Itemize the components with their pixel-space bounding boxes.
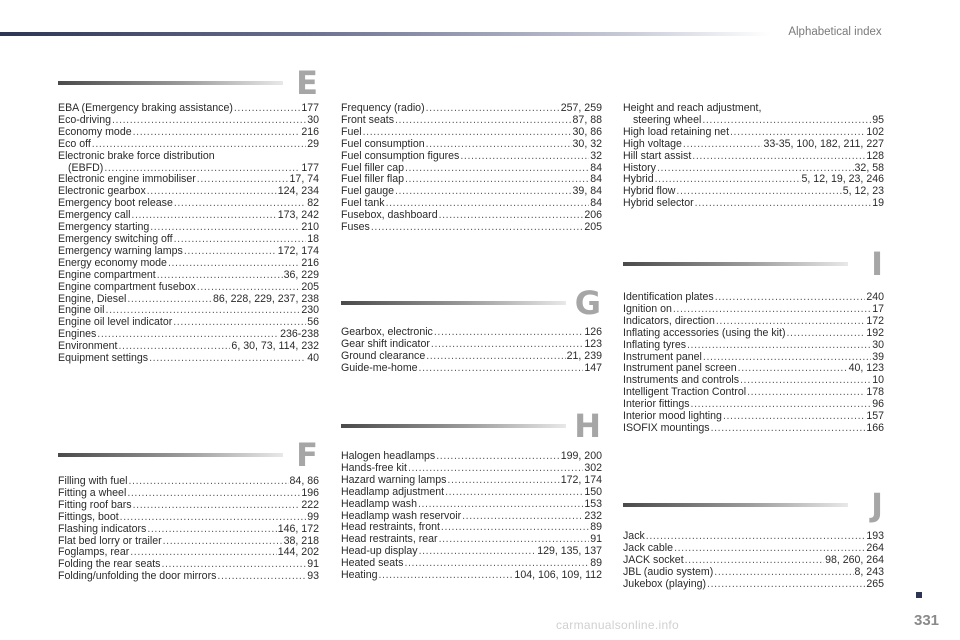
index-page-refs: 91	[307, 558, 319, 571]
dot-leader	[395, 115, 572, 127]
index-page-refs: 84	[590, 173, 602, 186]
index-page-refs: 104, 106, 109, 112	[514, 569, 602, 582]
dot-leader	[112, 115, 306, 127]
index-term: Ignition on	[623, 302, 672, 315]
section-header-g	[341, 284, 601, 320]
page-number: 331	[914, 612, 940, 629]
dot-leader	[127, 294, 212, 306]
section-letter-g: G	[574, 284, 601, 322]
index-page-refs: 210	[301, 221, 319, 234]
index-page-refs: 199, 200	[560, 450, 602, 462]
index-page-refs: 87, 88	[572, 113, 602, 126]
section-divider	[341, 301, 566, 305]
section-divider	[58, 453, 283, 457]
dot-leader	[197, 174, 289, 186]
index-term: Halogen headlamps	[341, 450, 436, 462]
index-entry	[58, 151, 319, 163]
dot-leader	[723, 411, 865, 423]
index-entry	[58, 246, 319, 258]
index-term: Electronic brake force distribution	[58, 149, 215, 162]
index-page-refs: 216	[301, 256, 319, 269]
dot-leader	[92, 139, 306, 151]
index-term: Emergency call	[58, 209, 131, 222]
index-page-refs: 205	[301, 280, 319, 293]
index-term: Fuel gauge	[341, 185, 395, 198]
dot-leader	[120, 512, 307, 524]
section-header-j	[623, 486, 883, 522]
index-term: Hazard warning lamps	[341, 473, 447, 486]
index-term: Engine oil	[58, 304, 105, 317]
dot-leader	[405, 163, 589, 175]
index-page-refs: 8, 243	[854, 565, 884, 578]
index-list-h	[341, 451, 602, 582]
index-page-refs: 193	[866, 530, 884, 542]
section-divider	[623, 503, 848, 507]
dot-leader	[787, 328, 866, 340]
index-page-refs: 157	[866, 410, 884, 423]
index-page-refs: 178	[866, 386, 884, 399]
dot-leader	[692, 151, 865, 163]
index-entry	[58, 353, 319, 365]
index-page-refs: 21, 239	[566, 349, 602, 362]
index-term: Frequency (radio)	[341, 102, 425, 114]
index-entry	[58, 524, 319, 536]
index-term: Ground clearance	[341, 349, 426, 362]
index-page-refs: 30	[307, 113, 319, 126]
index-term: Hill start assist	[623, 149, 692, 162]
index-page-refs: 196	[301, 486, 319, 499]
index-entry	[341, 570, 602, 582]
index-term: Fuel tank	[341, 197, 385, 210]
index-page-refs: 146, 172	[277, 522, 319, 535]
index-page-refs: 89	[590, 521, 602, 534]
dot-leader	[715, 292, 866, 304]
dot-leader	[431, 339, 583, 351]
index-page-refs: 128	[866, 149, 884, 162]
index-entry	[58, 139, 319, 151]
dot-leader	[127, 488, 300, 500]
index-page-refs: 240	[866, 291, 884, 303]
index-entry	[623, 340, 884, 352]
index-term: (EBFD)	[68, 161, 104, 174]
index-term: Jukebox (playing)	[623, 577, 707, 590]
index-page-refs: 265	[866, 577, 884, 590]
index-list-f	[58, 476, 319, 583]
dot-leader	[168, 258, 300, 270]
index-term: Engine compartment fusebox	[58, 280, 196, 293]
dot-leader	[730, 127, 865, 139]
index-page-refs: 86, 228, 229, 237, 238	[212, 292, 319, 305]
index-page-refs: 302	[584, 461, 602, 474]
index-term: ISOFIX mountings	[623, 421, 710, 434]
index-term: Heated seats	[341, 557, 404, 570]
index-page-refs: 30, 86	[572, 125, 602, 138]
index-page-refs: 172	[866, 314, 884, 327]
index-term: Fuses	[341, 221, 370, 234]
index-page-refs: 230	[301, 304, 319, 317]
index-term: JBL (audio system)	[623, 565, 714, 578]
index-page-refs: 216	[301, 125, 319, 138]
dot-leader	[157, 270, 283, 282]
dot-leader	[447, 475, 559, 487]
index-entry	[58, 127, 319, 139]
index-term: Instrument panel	[623, 350, 702, 363]
index-entry	[341, 475, 602, 487]
dot-leader	[197, 282, 301, 294]
dot-leader	[133, 127, 301, 139]
dot-leader	[441, 522, 589, 534]
index-term: Inflating tyres	[623, 338, 687, 351]
index-page-refs: 30, 32	[572, 137, 602, 150]
index-term: Headlamp adjustment	[341, 485, 445, 498]
index-term: Fusebox, dashboard	[341, 209, 438, 222]
index-page-refs: 6, 30, 73, 114, 232	[231, 340, 319, 353]
index-list-g	[341, 327, 602, 375]
index-term: Guide-me-home	[341, 361, 418, 374]
dot-leader	[419, 546, 537, 558]
dot-leader	[714, 567, 853, 579]
index-page-refs: 173, 242	[277, 209, 319, 222]
index-page-refs: 19	[872, 197, 884, 210]
index-page-refs: 102	[866, 125, 884, 138]
index-page-refs: 123	[584, 337, 602, 350]
dot-leader	[131, 210, 276, 222]
index-entry	[341, 351, 602, 363]
section-divider	[58, 81, 283, 85]
index-term: Gearbox, electronic	[341, 326, 433, 338]
dot-leader	[147, 524, 276, 536]
index-page-refs: 40, 123	[848, 362, 884, 375]
index-term: Emergency starting	[58, 221, 150, 234]
index-term: History	[623, 161, 656, 174]
index-term: Hybrid	[623, 173, 654, 186]
index-page-refs: 10	[872, 374, 884, 387]
index-term: Identification plates	[623, 291, 714, 303]
section-divider	[341, 424, 566, 428]
dot-leader	[163, 536, 283, 548]
dot-leader	[646, 531, 866, 543]
index-entry	[623, 139, 884, 151]
index-page-refs: 33-35, 100, 182, 211, 227	[763, 137, 884, 150]
index-term: Interior mood lighting	[623, 410, 722, 423]
index-entry	[341, 115, 602, 127]
index-page-refs: 91	[590, 533, 602, 546]
index-list-h-continued	[623, 103, 884, 210]
index-term: Eco off	[58, 137, 91, 150]
index-page-refs: 17, 74	[289, 173, 319, 186]
index-entry	[341, 127, 602, 139]
dot-leader	[740, 375, 871, 387]
dot-leader	[676, 186, 841, 198]
section-letter-f: F	[296, 436, 318, 474]
index-page-refs: 150	[584, 485, 602, 498]
dot-leader	[418, 499, 583, 511]
index-term: Folding the rear seats	[58, 558, 161, 571]
section-letter-j: J	[871, 486, 883, 524]
index-page-refs: 32, 58	[854, 161, 884, 174]
index-term: Engine compartment	[58, 268, 156, 281]
index-entry	[623, 579, 884, 591]
dot-leader	[439, 210, 584, 222]
index-term: Instruments and controls	[623, 374, 739, 387]
dot-leader	[184, 246, 277, 258]
index-page-refs: 5, 12, 23	[842, 185, 884, 198]
index-term: Jack cable	[623, 541, 674, 554]
section-letter-i: I	[871, 245, 883, 283]
index-term: Hybrid flow	[623, 185, 676, 198]
index-page-refs: 172, 174	[277, 244, 319, 257]
index-entry	[58, 571, 319, 583]
index-page-refs: 147	[584, 361, 602, 374]
index-page-refs: 18	[307, 232, 319, 245]
index-term: Filling with fuel	[58, 475, 128, 487]
index-term: Gear shift indicator	[341, 337, 430, 350]
index-entry	[341, 499, 602, 511]
index-page-refs: 99	[307, 510, 319, 523]
index-page-refs: 89	[590, 557, 602, 570]
index-page-refs: 153	[584, 497, 602, 510]
section-header-e	[58, 64, 318, 100]
index-entry	[341, 222, 602, 234]
index-page-refs: 17	[872, 302, 884, 315]
dot-leader	[685, 555, 824, 567]
index-page-refs: 82	[307, 197, 319, 210]
section-letter-h: H	[574, 407, 601, 445]
index-page-refs: 232	[584, 509, 602, 522]
index-entry	[58, 282, 319, 294]
section-header-i	[623, 245, 883, 281]
index-page-refs: 5, 12, 19, 23, 246	[801, 173, 884, 186]
index-page-refs: 257, 259	[560, 102, 602, 114]
section-header-h	[341, 407, 601, 443]
page-header-title: Alphabetical index	[788, 26, 882, 38]
index-term: Environment	[58, 340, 118, 353]
index-term: Intelligent Traction Control	[623, 386, 747, 399]
index-term: High load retaining net	[623, 125, 730, 138]
index-page-refs: 39, 84	[572, 185, 602, 198]
index-page-refs: 236-238	[280, 328, 319, 341]
index-entry	[623, 328, 884, 340]
index-term: Interior fittings	[623, 398, 690, 411]
index-page-refs: 222	[301, 498, 319, 511]
index-list-i	[623, 292, 884, 435]
dot-leader	[426, 139, 572, 151]
watermark: carmanualsonline.info	[556, 618, 680, 632]
index-term: Hybrid selector	[623, 197, 694, 210]
index-term: Fuel filler cap	[341, 161, 404, 174]
dot-leader	[234, 103, 300, 115]
dot-leader	[687, 340, 871, 352]
dot-leader	[683, 139, 763, 151]
dot-leader	[133, 500, 301, 512]
index-list-f-continued	[341, 103, 602, 234]
dot-leader	[711, 423, 866, 435]
index-entry	[341, 487, 602, 499]
index-list-e	[58, 103, 319, 365]
index-page-refs: 98, 260, 264	[825, 553, 884, 566]
index-entry	[623, 127, 884, 139]
index-term: Headlamp wash reservoir	[341, 509, 462, 522]
index-page-refs: 84	[590, 197, 602, 210]
dot-leader	[460, 151, 589, 163]
section-header-f	[58, 436, 318, 472]
index-page-refs: 192	[866, 326, 884, 339]
dot-leader	[695, 198, 872, 210]
index-term: Head-up display	[341, 545, 418, 558]
index-term: Economy mode	[58, 125, 132, 138]
index-entry	[58, 500, 319, 512]
index-page-refs: 95	[872, 113, 884, 126]
index-term: Inflating accessories (using the kit)	[623, 326, 786, 339]
dot-leader	[395, 186, 572, 198]
index-term: Engine oil level indicator	[58, 316, 173, 329]
index-entry	[341, 139, 602, 151]
index-term: steering wheel	[633, 113, 702, 126]
index-term: Indicators, direction	[623, 314, 715, 327]
index-term: EBA (Emergency braking assistance)	[58, 102, 233, 114]
index-term: Headlamp wash	[341, 497, 417, 510]
dot-leader	[149, 353, 306, 365]
index-entry	[623, 198, 884, 210]
dot-leader	[707, 579, 865, 591]
index-term: Fittings, boot	[58, 510, 119, 523]
index-term: Equipment settings	[58, 352, 149, 365]
dot-leader	[363, 127, 572, 139]
index-page-refs: 177	[301, 102, 319, 114]
index-page-refs: 264	[866, 541, 884, 554]
dot-leader	[434, 327, 583, 339]
index-entry	[341, 363, 602, 375]
dot-leader	[462, 511, 583, 523]
index-term: JACK socket	[623, 553, 684, 566]
index-term: Emergency warning lamps	[58, 244, 183, 257]
page-marker	[916, 592, 922, 598]
index-page-refs: 144, 202	[277, 546, 319, 559]
index-term: High voltage	[623, 137, 682, 150]
index-term: Head restraints, front	[341, 521, 440, 534]
dot-leader	[655, 174, 801, 186]
index-term: Emergency boot release	[58, 197, 173, 210]
index-page-refs: 129, 135, 137	[537, 545, 602, 558]
index-page-refs: 126	[584, 326, 602, 338]
index-entry	[58, 270, 319, 282]
index-entry	[623, 316, 884, 328]
index-page-refs: 166	[866, 421, 884, 434]
header-bar	[0, 32, 770, 36]
index-page-refs: 205	[584, 221, 602, 234]
index-term: Flashing indicators	[58, 522, 147, 535]
index-entry	[623, 423, 884, 435]
index-term: Electronic gearbox	[58, 185, 146, 198]
index-page-refs: 93	[307, 570, 319, 583]
index-term: Folding/unfolding the door mirrors	[58, 570, 217, 583]
section-divider	[623, 262, 848, 266]
index-page-refs: 177	[301, 161, 319, 174]
index-page-refs: 172, 174	[560, 473, 602, 486]
index-page-refs: 206	[584, 209, 602, 222]
dot-leader	[445, 487, 583, 499]
index-term: Instrument panel screen	[623, 362, 737, 375]
dot-leader	[379, 570, 514, 582]
index-term: Hands-free kit	[341, 461, 407, 474]
index-entry	[623, 151, 884, 163]
index-page-refs: 96	[872, 398, 884, 411]
dot-leader	[747, 387, 865, 399]
index-term: Foglamps, rear	[58, 546, 130, 559]
index-term: Height and reach adjustment,	[623, 102, 762, 114]
index-term: Electronic engine immobiliser	[58, 173, 196, 186]
index-page-refs: 84, 86	[289, 475, 319, 487]
index-term: Head restraints, rear	[341, 533, 438, 546]
index-page-refs: 84	[590, 161, 602, 174]
index-entry	[341, 210, 602, 222]
index-term: Front seats	[341, 113, 394, 126]
index-page-refs: 39	[872, 350, 884, 363]
index-entry	[58, 512, 319, 524]
dot-leader	[371, 222, 583, 234]
index-page-refs: 40	[307, 352, 319, 365]
dot-leader	[426, 351, 565, 363]
dot-leader	[426, 103, 560, 115]
index-term: Fuel consumption	[341, 137, 425, 150]
section-letter-e: E	[296, 64, 318, 102]
dot-leader	[128, 476, 288, 488]
dot-leader	[217, 571, 306, 583]
index-entry	[58, 258, 319, 270]
dot-leader	[419, 363, 584, 375]
index-term: Jack	[623, 530, 645, 542]
index-page-refs: 32	[590, 149, 602, 162]
dot-leader	[738, 363, 848, 375]
index-page-refs: 38, 218	[283, 534, 319, 547]
dot-leader	[716, 316, 865, 328]
index-entry	[341, 151, 602, 163]
index-page-refs: 56	[307, 316, 319, 329]
dot-leader	[405, 174, 589, 186]
index-term: Fitting a wheel	[58, 486, 127, 499]
index-term: Fuel consumption figures	[341, 149, 460, 162]
index-page-refs: 124, 234	[277, 185, 319, 198]
index-term: Eco-driving	[58, 113, 111, 126]
index-term: Heating	[341, 569, 378, 582]
index-page-refs: 30	[872, 338, 884, 351]
index-term: Engine, Diesel	[58, 292, 127, 305]
index-page-refs: 36, 229	[283, 268, 319, 281]
index-term: Emergency switching off	[58, 232, 173, 245]
index-term: Energy economy mode	[58, 256, 167, 269]
index-entry	[623, 555, 884, 567]
index-term: Fuel filler flap	[341, 173, 404, 186]
index-term: Fitting roof bars	[58, 498, 132, 511]
dot-leader	[436, 451, 560, 463]
index-term: Flat bed lorry or trailer	[58, 534, 162, 547]
index-entry	[623, 567, 884, 579]
index-page-refs: 29	[307, 137, 319, 150]
index-term: Fuel	[341, 125, 362, 138]
index-list-j	[623, 531, 884, 591]
index-term: Engines	[58, 328, 97, 341]
